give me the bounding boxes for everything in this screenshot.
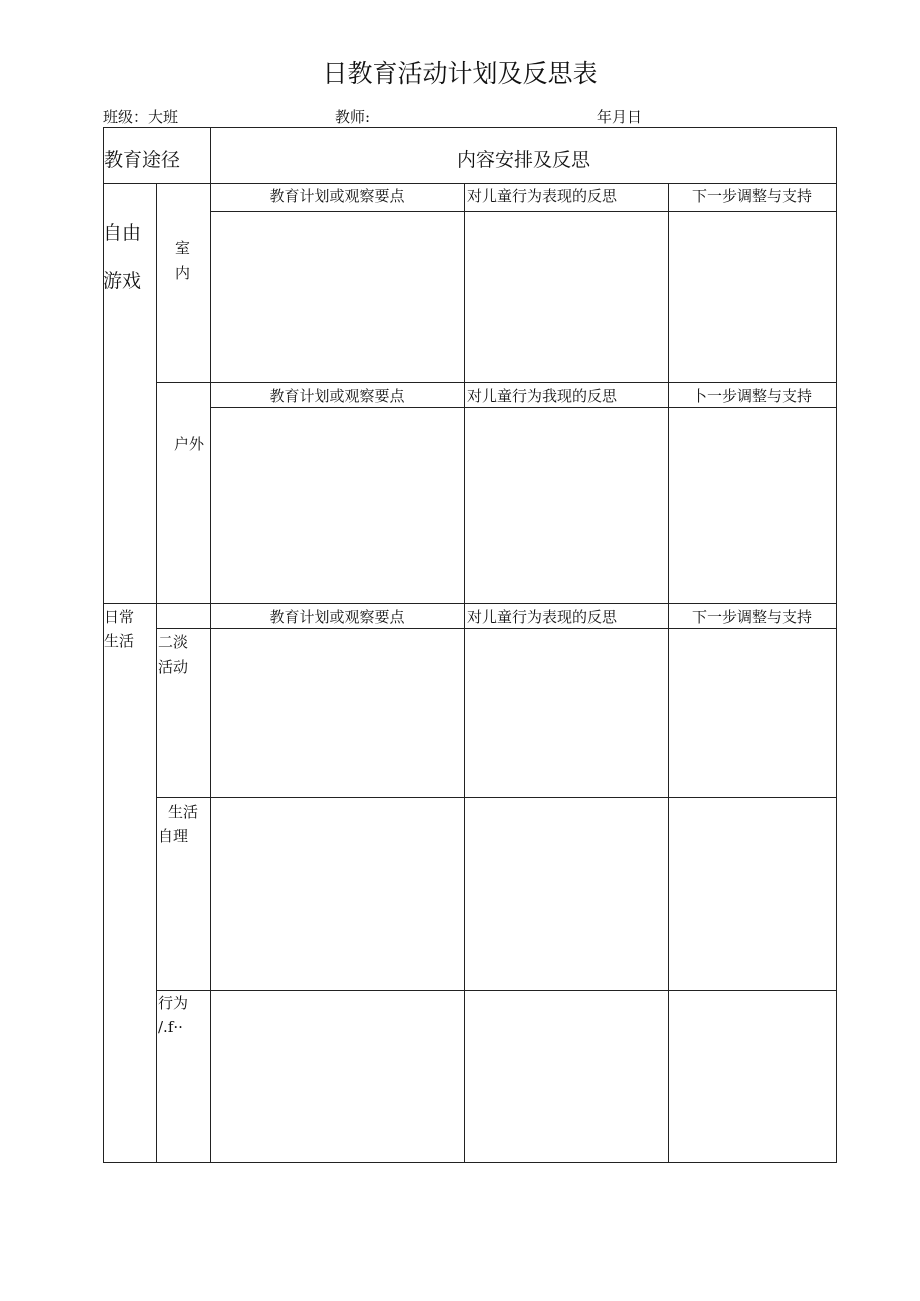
daily-life-label-2: 生活 [104, 632, 135, 650]
daily-row-label-2a: 生活 [168, 803, 199, 821]
content-col-divider-2 [668, 183, 669, 1163]
content-col-divider-1 [464, 183, 465, 1163]
header-content: 内容安排及反思 [456, 149, 590, 171]
outdoor-col-next: 卜一步调整与支持 [691, 387, 812, 405]
daily-row-label-2b: 自理 [158, 827, 189, 845]
header-way: 教育途径 [104, 149, 181, 171]
class-label: 班级：大班 [103, 108, 179, 126]
category-col-divider [156, 183, 157, 1163]
section-divider [103, 603, 837, 604]
table-border-bottom [103, 1162, 837, 1163]
indoor-label-2: 内 [175, 264, 191, 282]
daily-col-next: 下一步调整与支持 [691, 608, 812, 626]
daily-row-divider-1 [156, 797, 837, 798]
date-label: 年月日 [597, 108, 643, 126]
indoor-colhead-divider [210, 211, 837, 212]
indoor-label-1: 室 [175, 239, 191, 257]
indoor-col-next: 下一步调整与支持 [691, 187, 812, 205]
daily-row-label-1a: 二淡 [158, 633, 189, 651]
daily-col-reflection: 对儿童行为表现的反思 [467, 608, 618, 626]
daily-life-label-1: 日常 [104, 608, 135, 626]
free-play-label-1: 自由 [103, 222, 142, 244]
outdoor-col-reflection: 对儿童行为我现的反思 [467, 387, 618, 405]
teacher-label: 教师: [335, 108, 371, 126]
indoor-col-reflection: 对儿童行为表现的反思 [467, 187, 618, 205]
header-col-divider [210, 127, 211, 1163]
free-play-label-2: 游戏 [103, 270, 142, 292]
page-title: 日教育活动计划及反思表 [322, 59, 598, 88]
daily-row-label-3a: 行为 [158, 994, 189, 1012]
daily-col-plan: 教育计划或观察要点 [269, 608, 405, 626]
table-border-right [836, 127, 837, 1163]
daily-row-divider-2 [156, 990, 837, 991]
table-border-top [103, 127, 837, 128]
outdoor-label: 户外 [174, 435, 205, 453]
daily-colhead-divider [156, 628, 837, 629]
daily-row-label-1b: 活动 [158, 658, 189, 676]
indoor-col-plan: 教育计划或观察要点 [269, 187, 405, 205]
daily-row-label-3b: /.f·· [158, 1018, 183, 1036]
outdoor-col-plan: 教育计划或观察要点 [269, 387, 405, 405]
indoor-outdoor-divider [156, 382, 837, 383]
outdoor-colhead-divider [210, 407, 837, 408]
header-divider [103, 183, 837, 184]
